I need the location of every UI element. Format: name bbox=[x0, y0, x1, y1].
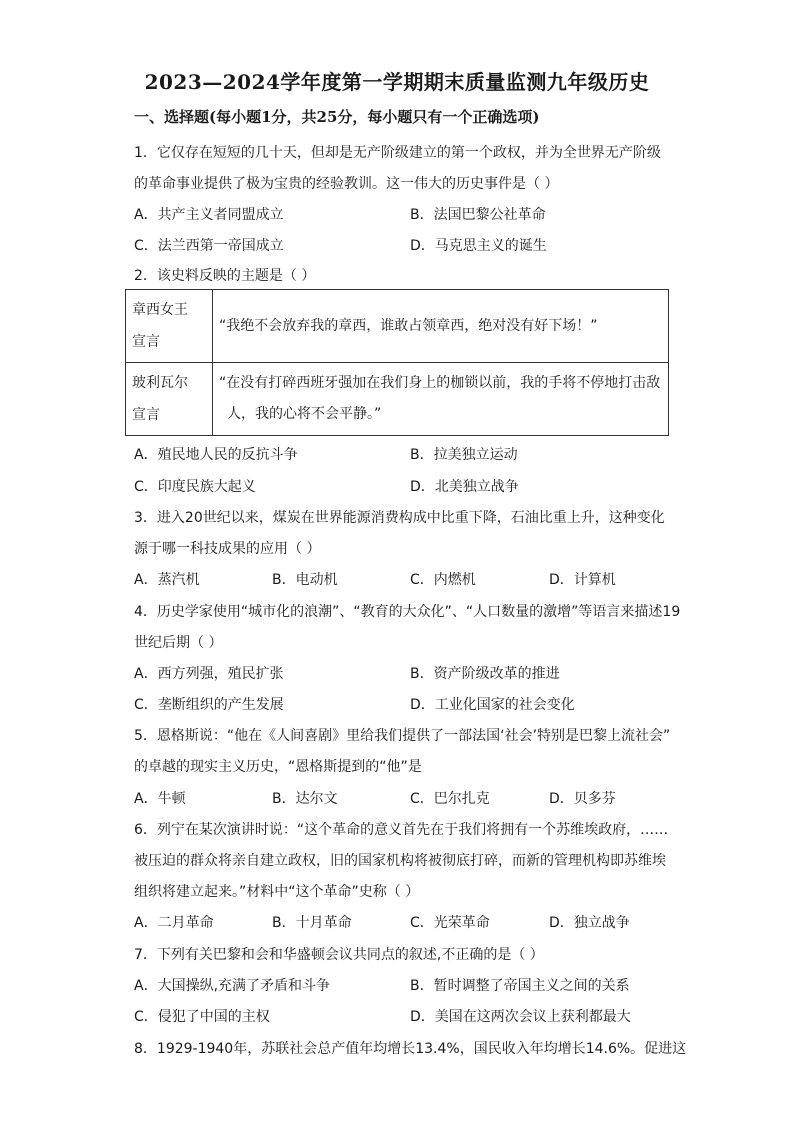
question-3-option-d: D．计算机 bbox=[549, 572, 616, 588]
table-row bbox=[126, 290, 669, 363]
question-7-option-d: D．美国在这两次会议上获利都最大 bbox=[410, 1009, 631, 1025]
table-quote-cell bbox=[213, 363, 669, 436]
question-6-option-b: B．十月革命 bbox=[272, 915, 352, 931]
question-3-line-1: 3．进入20世纪以来，煤炭在世界能源消费构成中比重下降，石油比重上升，这种变化 bbox=[134, 510, 665, 526]
table-label-cell bbox=[126, 363, 213, 436]
quote-line: 人，我的心将不会平静。” bbox=[227, 406, 382, 422]
question-1-option-a: A．共产主义者同盟成立 bbox=[134, 207, 284, 223]
question-2-option-c: C．印度民族大起义 bbox=[134, 479, 256, 495]
row-label-line: 宣言 bbox=[132, 407, 160, 423]
question-5-option-b: B．达尔文 bbox=[272, 791, 338, 807]
question-7-option-a: A．大国操纵,充满了矛盾和斗争 bbox=[134, 978, 331, 994]
question-6-line-2: 被压迫的群众将亲自建立政权，旧的国家机构将被彻底打碎，而新的管理机构即苏维埃 bbox=[134, 853, 666, 869]
question-6-option-d: D．独立战争 bbox=[549, 915, 630, 931]
question-1-line-1: 1．它仅存在短短的几十天，但却是无产阶级建立的第一个政权，并为全世界无产阶级 bbox=[134, 145, 661, 161]
question-5-option-a: A．牛顿 bbox=[134, 791, 186, 807]
question-3-option-c: C．内燃机 bbox=[410, 572, 476, 588]
question-6-line-1: 6．列宁在某次演讲时说：“这个革命的意义首先在于我们将拥有一个苏维埃政府，…… bbox=[134, 822, 669, 838]
question-1-option-c: C．法兰西第一帝国成立 bbox=[134, 238, 284, 254]
question-2-line-1: 2．该史料反映的主题是（ ） bbox=[134, 268, 316, 284]
question-2-option-a: A．殖民地人民的反抗斗争 bbox=[134, 447, 298, 463]
row-label-line: 章西女王 bbox=[132, 302, 188, 318]
question-4-line-2: 世纪后期（ ） bbox=[134, 635, 223, 651]
quote-line: “在没有打碎西班牙强加在我们身上的枷锁以前，我的手将不停地打击敌 bbox=[219, 375, 661, 391]
question-3-line-2: 源于哪一科技成果的应用（ ） bbox=[134, 541, 321, 557]
table-label-cell bbox=[126, 290, 213, 363]
question-4-option-d: D．工业化国家的社会变化 bbox=[410, 697, 575, 713]
question-6-option-a: A．二月革命 bbox=[134, 915, 214, 931]
question-1-line-2: 的革命事业提供了极为宝贵的经验教训。这一伟大的历史事件是（ ） bbox=[134, 176, 559, 192]
question-7-option-c: C．侵犯了中国的主权 bbox=[134, 1009, 270, 1025]
page-title: 2023—2024学年度第一学期期末质量监测九年级历史 bbox=[144, 70, 650, 94]
question-4-line-1: 4．历史学家使用“城市化的浪潮”、“教育的大众化”、“人口数量的激增”等语言来描述19 bbox=[134, 604, 681, 620]
source-material-table bbox=[125, 289, 669, 436]
question-5-line-2: 的卓越的现实主义历史，“恩格斯提到的“他”是 bbox=[134, 759, 422, 775]
question-2-option-d: D．北美独立战争 bbox=[410, 479, 519, 495]
question-4-option-b: B．资产阶级改革的推进 bbox=[410, 666, 560, 682]
table-row bbox=[126, 363, 669, 436]
question-1-option-b: B．法国巴黎公社革命 bbox=[410, 207, 546, 223]
question-3-option-a: A．蒸汽机 bbox=[134, 572, 200, 588]
question-3-option-b: B．电动机 bbox=[272, 572, 338, 588]
question-8-line-1: 8．1929-1940年，苏联社会总产值年均增长13.4%，国民收入年均增长14.6%。促进这 bbox=[134, 1041, 687, 1057]
question-6-option-c: C．光荣革命 bbox=[410, 915, 490, 931]
question-4-option-c: C．垄断组织的产生发展 bbox=[134, 697, 284, 713]
question-6-line-3: 组织将建立起来。”材料中“这个革命”史称（ ） bbox=[134, 884, 420, 900]
row-label-line: 宣言 bbox=[132, 334, 160, 350]
question-5-option-d: D．贝多芬 bbox=[549, 791, 616, 807]
question-5-line-1: 5．恩格斯说：“他在《人间喜剧》里给我们提供了一部法国‘社会’特别是巴黎上流社会” bbox=[134, 728, 671, 744]
question-7-line-1: 7．下列有关巴黎和会和华盛顿会议共同点的叙述,不正确的是（ ） bbox=[134, 947, 544, 963]
question-2-option-b: B．拉美独立运动 bbox=[410, 447, 518, 463]
question-7-option-b: B．暂时调整了帝国主义之间的关系 bbox=[410, 978, 630, 994]
question-1-option-d: D．马克思主义的诞生 bbox=[410, 238, 547, 254]
table-quote-cell bbox=[213, 290, 669, 363]
quote-line: “我绝不会放弃我的章西，谁敢占领章西，绝对没有好下场！” bbox=[219, 317, 598, 334]
section-heading: 一、选择题(每小题1分，共25分，每小题只有一个正确选项) bbox=[134, 108, 540, 126]
question-5-option-c: C．巴尔扎克 bbox=[410, 791, 490, 807]
question-4-option-a: A．西方列强，殖民扩张 bbox=[134, 666, 284, 682]
row-label-line: 玻利瓦尔 bbox=[132, 375, 188, 391]
